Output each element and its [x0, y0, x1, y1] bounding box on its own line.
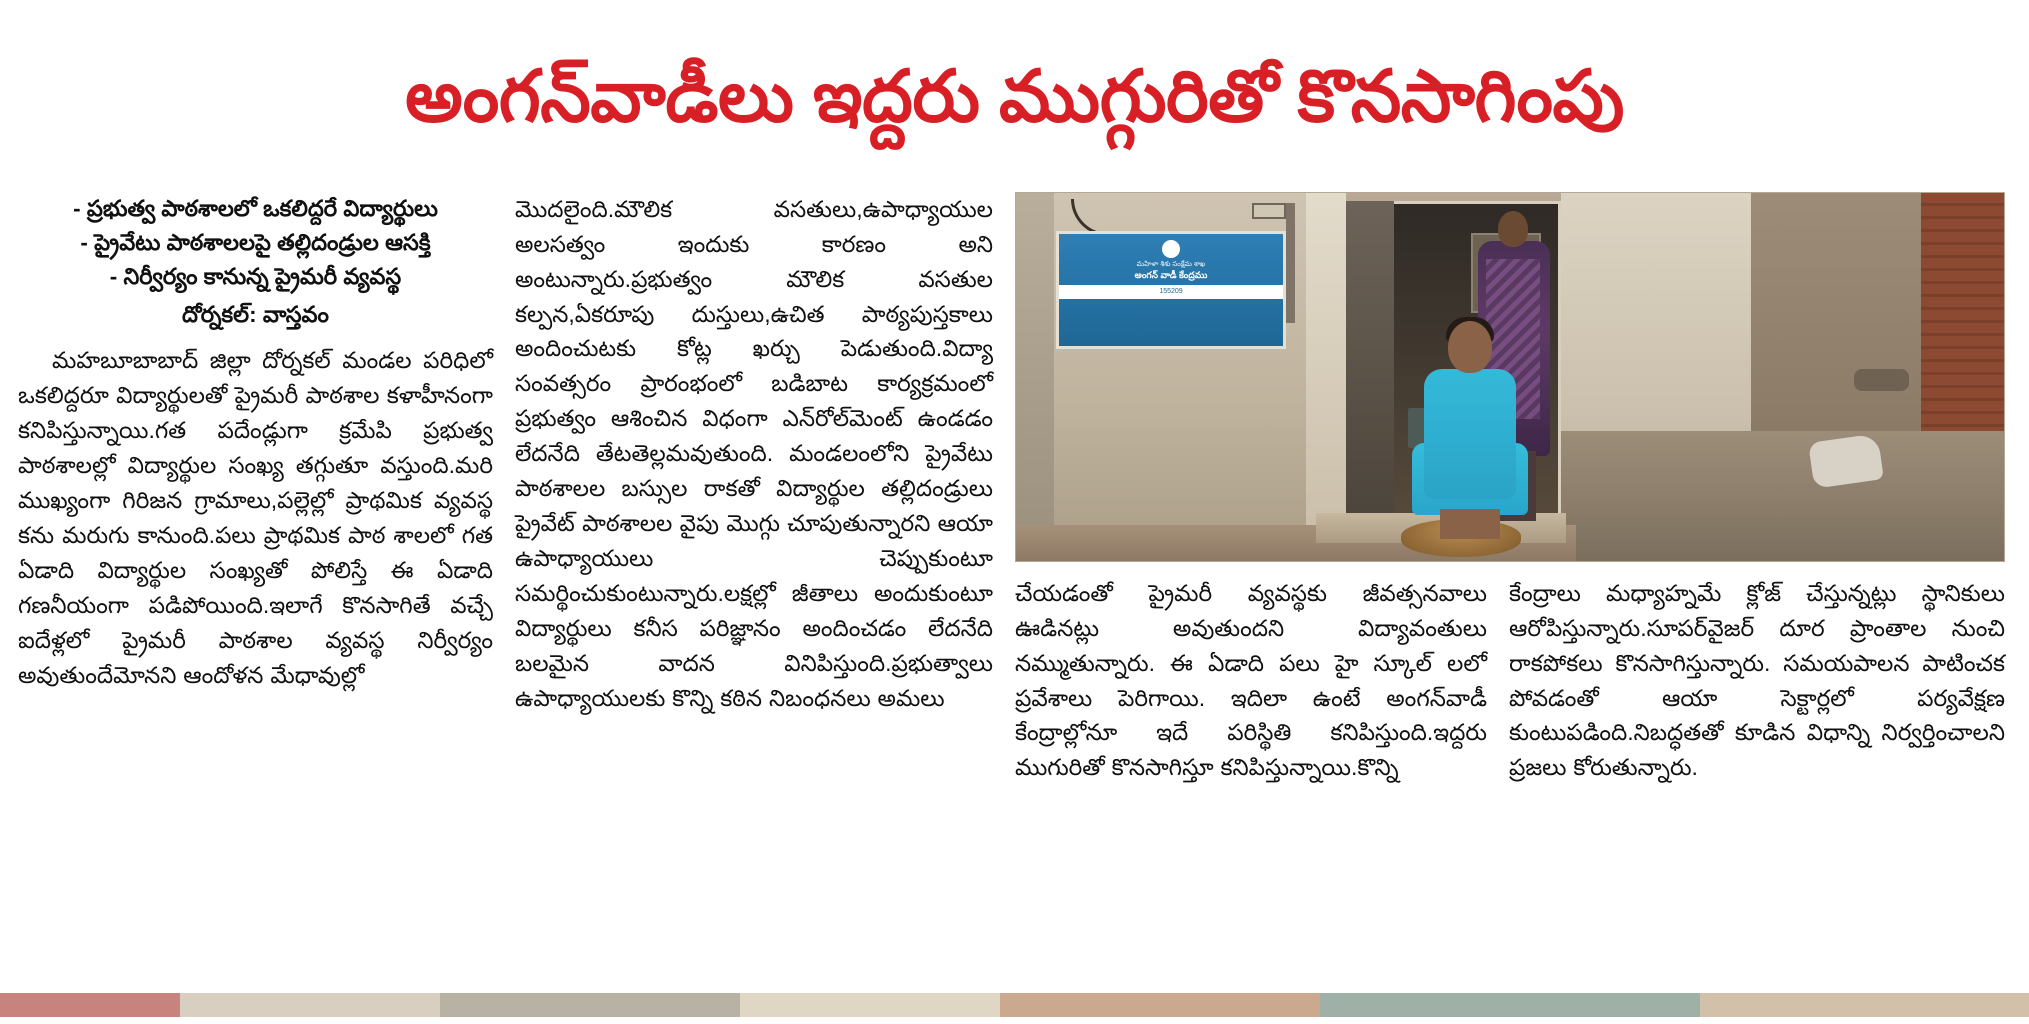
kicker-line-1: - ప్రభుత్వ పాఠశాలలో ఒకలిద్దరే విద్యార్థులు: [73, 195, 438, 221]
photo-door-frame: [1306, 193, 1346, 561]
strip-swatch: [0, 993, 180, 1017]
article-text-column-1: మహబూబాబాద్ జిల్లా దోర్నకల్ మండల పరిధిలో ఒకలిద్దరూ విద్యార్థులతో ప్రైమరీ పాఠశాల కళాహీనంగా కనిపిస్తున్నాయి.గత పదేండ్లుగా క్రమేపి ప్రభుత్వ పాఠశాలల్లో విద్యార్థుల సంఖ్య తగ్గుతూ వస్తుంది.మరి ముఖ్యంగా గిరిజన గ్రామాలు,పల్లెల్లో ప్రాథమిక వ్యవస్థ కను మరుగు కానుంది.పలు ప్రాథమిక పాఠ శాలలో గత ఏడాది విద్యార్థుల సంఖ్యతో పోలిస్తే ఈ ఏడాది గణనీయంగా పడిపోయింది.ఇలాగే కొనసాగితే వచ్చే ఐదేళ్లలో ప్రైమరీ పాఠశాల వ్యవస్థ నిర్వీర్యం అవుతుందేమోనని ఆందోళన మేధావుల్లో: [18, 347, 493, 688]
anganwadi-center-photo: [1015, 192, 2005, 562]
newspaper-page: [0, 48, 2029, 1017]
strip-swatch: [740, 993, 1000, 1017]
signboard-subtitle: మహిళా శిశు సంక్షేమ శాఖ: [1136, 260, 1206, 268]
strip-swatch: [440, 993, 740, 1017]
next-article-strip: [0, 993, 2029, 1017]
strip-swatch: [180, 993, 440, 1017]
photo-brick-wall: [1921, 193, 2005, 453]
strip-swatch: [1700, 993, 2029, 1017]
article-column-2: [515, 192, 1015, 716]
article-text-column-2: మొదలైంది.మౌలిక వసతులు,ఉపాధ్యాయుల అలసత్వం ఇందుకు కారణం అని అంటున్నారు.ప్రభుత్వం మౌలిక వసతుల కల్పన,ఏకరూపు దుస్తులు,ఉచిత పాఠ్యపుస్తకాలు అందించుటకు కోట్ల ఖర్చు పెడుతుంది.విద్యా సంవత్సరం ప్రారంభంలో బడిబాట కార్యక్రమంలో ప్రభుత్వం ఆశించిన విధంగా ఎన్‌రోల్‌మెంట్ ఉండడం లేదనేది తేటతెల్లమవుతుంది. మండలంలోని ప్రైవేటు పాఠశాలల బస్సుల రాకతో విద్యార్థుల తల్లిదండ్రులు ప్రైవేట్ పాఠశాలల వైపు మొగ్గు చూపుతున్నారని ఆయా ఉపాధ్యాయులు చెప్పుకుంటూ సమర్థించుకుంటున్నారు.లక్షల్లో జీతాలు అందుకుంటూ విద్యార్థులు కనీస పరిజ్ఞానం అందించడం లేదనేది బలమైన వాదన వినిపిస్తుంది.ప్రభుత్వాలు ఉపాధ్యాయులకు కొన్ని కఠిన నిబంధనలు అమలు: [515, 195, 993, 711]
photo-drain-pipe: [1286, 203, 1295, 323]
photo-debris: [1854, 369, 1909, 391]
strip-swatch: [1000, 993, 1320, 1017]
kicker-line-2: - ప్రైవేటు పాఠశాలలపై తల్లిదండ్రుల ఆసక్తి: [80, 229, 431, 255]
page-headline: అంగన్‌వాడీలు ఇద్దరు ముగ్గురితో కొనసాగింపు: [405, 57, 1624, 138]
strip-swatch: [1320, 993, 1700, 1017]
photo-and-columns: [1015, 192, 2005, 786]
photo-left-edge-wall: [1016, 193, 1054, 561]
photo-open-door-panel: [1346, 201, 1394, 531]
article-text-column-4: కేంద్రాలు మధ్యాహ్నమే క్లోజ్ చేస్తున్నట్లు స్థానికులు ఆరోపిస్తున్నారు.సూపర్‌వైజర్ దూర ప్రాంతాల నుంచి రాకపోకలు కొనసాగిస్తున్నారు. సమయపాలన పాటించక పోవడంతో ఆయా సెక్టార్లలో పర్యవేక్షణ కుంటుపడింది.నిబద్ధతతో కూడిన విధాన్ని నిర్వర్తించాలని ప్రజలు కోరుతున్నారు.: [1509, 579, 2005, 781]
dateline: దోర్నకల్: వాస్తవం: [182, 302, 329, 328]
government-emblem-icon: [1162, 240, 1180, 258]
photo-girl-head: [1448, 321, 1492, 373]
article-column-4: [1509, 576, 2005, 786]
article-body: [0, 192, 2029, 1024]
article-column-1: [18, 192, 515, 693]
photo-girl-dress: [1424, 369, 1516, 499]
photo-cloth-on-ground: [1808, 433, 1884, 488]
signboard-title: అంగన్ వాడీ కేంద్రము: [1134, 270, 1208, 281]
photo-woman-head: [1498, 211, 1528, 247]
signboard-code: 155209: [1059, 285, 1283, 298]
article-column-3: [1015, 576, 1509, 786]
kicker-list: [18, 192, 493, 295]
photo-girl-legs: [1440, 509, 1500, 539]
right-columns: [1015, 576, 2005, 786]
article-text-column-3: చేయడంతో ప్రైమరీ వ్యవస్థకు జీవత్సనవాలు ఊడినట్లు అవుతుందని విద్యావంతులు నమ్ముతున్నారు. ఈ ఏడాది పలు హై స్కూల్ లలో ప్రవేశాలు పెరిగాయి. ఇదిలా ఉంటే అంగన్‌వాడీ కేంద్రాల్లోనూ ఇదే పరిస్థితి కనిపిస్తుంది.ఇద్దరు ముగురితో కొనసాగిస్తూ కనిపిస్తున్నాయి.కొన్ని: [1015, 579, 1487, 781]
kicker-line-3: - నిర్వీర్యం కానున్న ప్రైమరీ వ్యవస్థ: [109, 264, 402, 290]
anganwadi-signboard: [1056, 231, 1286, 349]
photo-alley-ground: [1561, 431, 2005, 561]
photo-electric-meter: [1252, 203, 1286, 219]
